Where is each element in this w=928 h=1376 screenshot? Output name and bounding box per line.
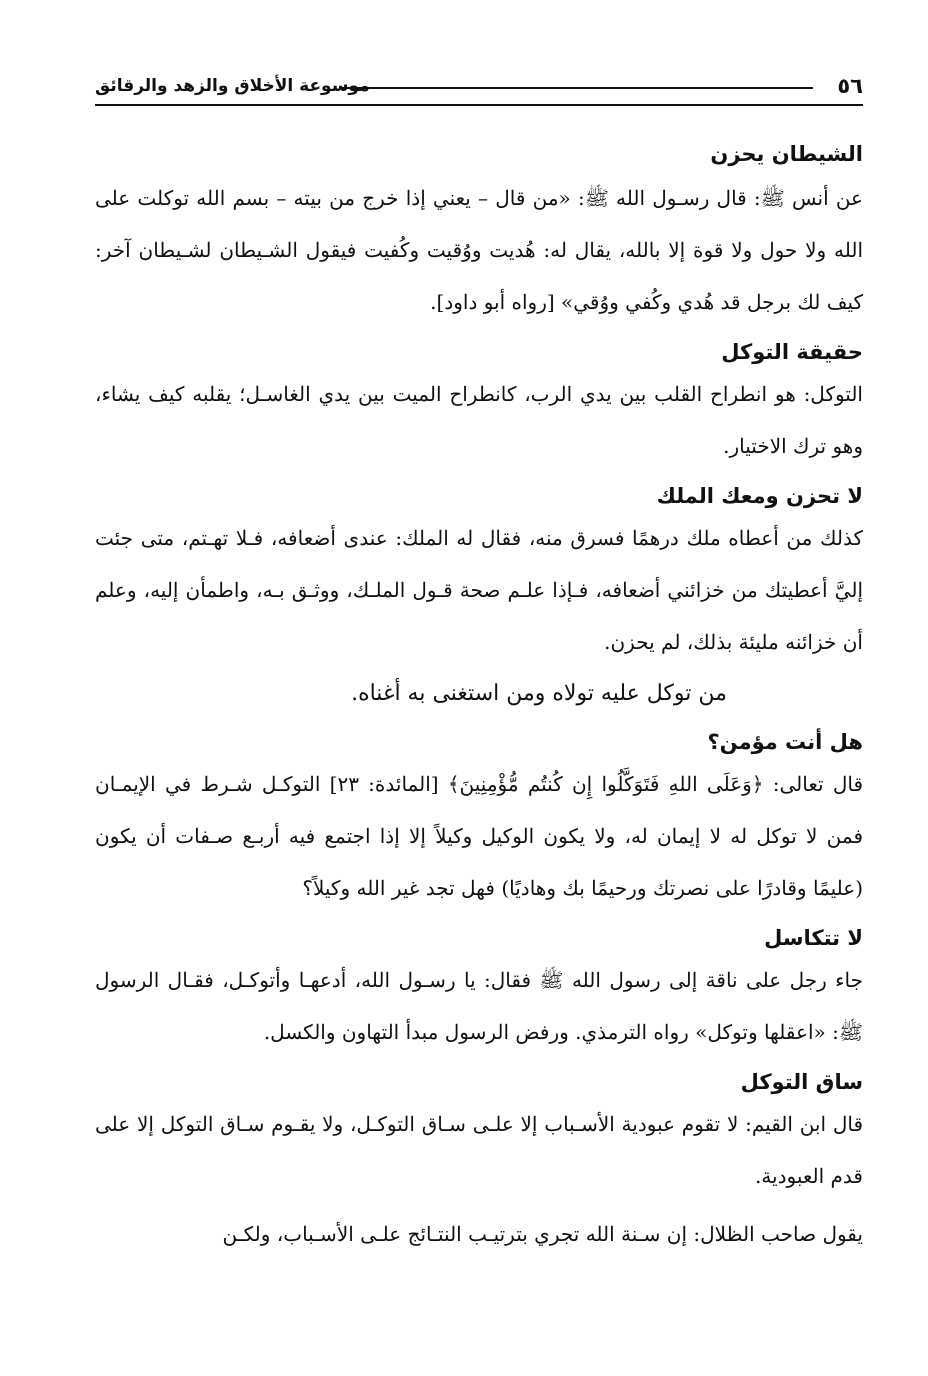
section-heading: الشيطان يحزن xyxy=(710,142,863,166)
paragraph: قال ابن القيم: لا تقوم عبودية الأسـباب إلا علـى سـاق التوكـل، ولا يقـوم سـاق التوكل إلا على قدم العبودية. xyxy=(95,1112,863,1188)
section-heading: لا تتكاسل xyxy=(764,926,863,950)
paragraph: قال تعالى: ﴿وَعَلَى اللهِ فَتَوَكَّلُوا إِن كُنتُم مُّؤْمِنِينَ﴾ [المائدة: ٢٣] التوكـل شـرط في الإيمـان فمن لا توكل له لا إيمان له، ولا يكون الوكيل وكيلاً إلا إذا اجتمع فيه أربـع صـفات أن يكون (عليمًا وقادرًا على نصرتك ورحيمًا بك وهاديًا) فهل تجد غير الله وكيلاً؟ xyxy=(95,772,864,900)
page-body xyxy=(95,130,863,1260)
paragraph: كذلك من أعطاه ملك درهمًا فسرق منه، فقال له الملك: عندى أضعافه، فـلا تهـتم، متى جئت إليَّ أعطيتك من خزائني أضعافه، فـإذا علـم صحة قـول الملـك، ووثـق بـه، واطمأن إليه، وعلم أن خزائنه مليئة بذلك، لم يحزن. xyxy=(95,526,863,654)
paragraph: التوكل: هو انطراح القلب بين يدي الرب، كانطراح الميت بين يدي الغاسـل؛ يقلبه كيف يشاء، وهو ترك الاختيار. xyxy=(95,382,863,458)
paragraph: جاء رجل على ناقة إلى رسول الله ﷺ فقال: يا رسـول الله، أدعهـا وأتوكـل، فقـال الرسول ﷺ: «اعقلها وتوكل» رواه الترمذي. ورفض الرسول مبدأ التهاون والكسل. xyxy=(95,968,863,1044)
paragraph: يقول صاحب الظلال: إن سـنة الله تجري بترتيـب النتـائج علـى الأسـباب، ولكـن xyxy=(222,1222,863,1246)
book-title: موسوعة الأخلاق والزهد والرقائق xyxy=(95,76,370,96)
header-rule xyxy=(340,87,813,89)
section-heading: ساق التوكل xyxy=(740,1070,863,1094)
section-heading: حقيقة التوكل xyxy=(721,340,863,364)
quote-line: من توكل عليه تولاه ومن استغنى به أغناه. xyxy=(351,681,727,706)
page-header xyxy=(95,74,863,106)
section-heading: لا تحزن ومعك الملك xyxy=(656,484,863,508)
paragraph: عن أنس ﷺ: قال رسـول الله ﷺ: «من قال – يعني إذا خرج من بيته – بسم الله توكلت على الله ولا حول ولا قوة إلا بالله، يقال له: هُديت ووُقيت وكُفيت فيقول الشـيطان لشـيطان آخر: كيف لك برجل قد هُدي وكُفي ووُقي» [رواه أبو داود]. xyxy=(95,186,863,314)
section-heading: هل أنت مؤمن؟ xyxy=(707,730,863,754)
page-number: ٥٦ xyxy=(837,74,863,98)
